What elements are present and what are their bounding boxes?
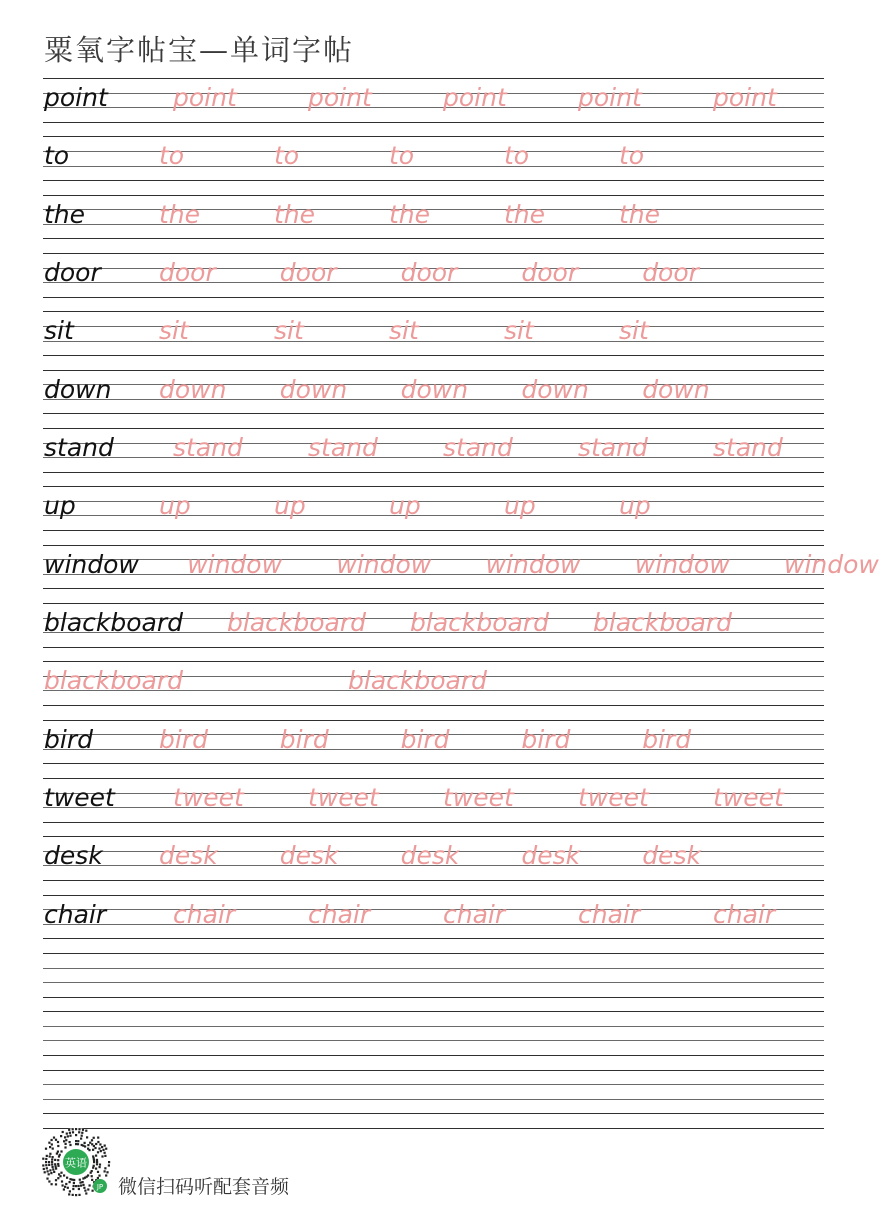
guide-line — [43, 938, 824, 939]
trace-word: sit — [389, 316, 419, 346]
trace-word: tweet — [713, 782, 784, 812]
trace-word: blackboard — [348, 666, 487, 696]
trace-word: chair — [578, 899, 641, 929]
writing-row — [43, 195, 824, 253]
guide-line — [43, 1099, 824, 1100]
trace-word: point — [713, 83, 777, 112]
trace-word: stand — [308, 432, 378, 462]
guide-line — [43, 530, 824, 531]
trace-word: bird — [279, 724, 329, 754]
guide-line — [43, 924, 824, 925]
trace-word: sit — [619, 316, 649, 346]
trace-word: to — [389, 141, 415, 171]
trace-word: chair — [308, 899, 371, 929]
model-word: to — [44, 141, 70, 171]
trace-word: down — [400, 374, 469, 404]
trace-word: down — [159, 374, 227, 404]
model-word: sit — [44, 316, 74, 346]
trace-word: blackboard — [410, 607, 549, 637]
model-word: the — [44, 199, 86, 229]
qr-badge-text: 英语 — [65, 1156, 87, 1170]
trace-word: stand — [713, 432, 783, 462]
writing-row — [43, 311, 824, 369]
guide-line — [43, 997, 824, 998]
guide-line — [43, 661, 824, 662]
trace-word: chair — [173, 899, 236, 929]
guide-line — [43, 909, 824, 910]
qr-code-icon[interactable] — [40, 1126, 112, 1198]
guide-line — [43, 457, 824, 458]
writing-row — [43, 78, 824, 136]
model-word: tweet — [44, 782, 115, 812]
writing-row — [43, 486, 824, 544]
trace-word: point — [308, 83, 372, 112]
guide-line — [43, 720, 824, 721]
guide-line — [43, 953, 824, 954]
trace-word: down — [279, 374, 348, 404]
guide-line — [43, 807, 824, 808]
model-word: down — [44, 374, 112, 404]
trace-word: door — [400, 257, 458, 287]
guide-line — [43, 238, 824, 239]
trace-word: bird — [521, 724, 571, 754]
trace-word: up — [504, 491, 536, 521]
trace-word: bird — [400, 724, 450, 754]
model-word: window — [44, 549, 139, 579]
guide-line — [43, 311, 824, 312]
trace-word: door — [279, 257, 337, 287]
trace-word: window — [485, 549, 581, 579]
trace-word: to — [159, 141, 185, 171]
trace-word: point — [173, 83, 237, 112]
guide-line — [43, 1040, 824, 1041]
guide-line — [43, 297, 824, 298]
page-title: 粟氧字帖宝—单词字帖 — [44, 33, 355, 67]
trace-word: blackboard — [593, 607, 732, 637]
trace-word: sit — [274, 316, 304, 346]
guide-line — [43, 778, 824, 779]
trace-word: the — [274, 199, 316, 229]
trace-word: chair — [713, 899, 776, 929]
guide-line — [43, 982, 824, 983]
trace-word: to — [619, 141, 645, 171]
trace-word: tweet — [308, 782, 379, 812]
model-word: desk — [44, 841, 103, 871]
guide-line — [43, 1113, 824, 1114]
trace-word: up — [389, 491, 421, 521]
writing-row — [43, 370, 824, 428]
guide-line — [43, 588, 824, 589]
trace-word: bird — [159, 724, 208, 754]
model-word: blackboard — [44, 607, 183, 637]
guide-line — [43, 370, 824, 371]
trace-word: window — [336, 549, 432, 579]
guide-line — [43, 180, 824, 181]
writing-row — [43, 778, 824, 836]
trace-word: down — [521, 374, 589, 404]
trace-word: to — [274, 141, 300, 171]
trace-word: stand — [443, 432, 513, 462]
guide-line — [43, 705, 824, 706]
guide-line — [43, 545, 824, 546]
guide-line — [43, 603, 824, 604]
writing-row — [43, 1070, 824, 1128]
guide-line — [43, 428, 824, 429]
trace-word: point — [443, 83, 507, 112]
model-word: chair — [44, 899, 107, 929]
trace-word: window — [784, 549, 879, 579]
writing-row — [43, 1011, 824, 1069]
model-word: stand — [44, 432, 114, 462]
guide-line — [43, 647, 824, 648]
guide-line — [43, 763, 824, 764]
guide-line — [43, 443, 824, 444]
guide-line — [43, 93, 824, 94]
guide-line — [43, 78, 824, 79]
trace-word: door — [642, 257, 699, 287]
guide-line — [43, 195, 824, 196]
trace-word: tweet — [578, 782, 649, 812]
trace-word: desk — [521, 841, 581, 871]
trace-word: to — [504, 141, 530, 171]
guide-line — [43, 1011, 824, 1012]
trace-word: window — [634, 549, 730, 579]
model-word: up — [44, 491, 76, 521]
guide-line — [43, 122, 824, 123]
trace-word: desk — [279, 841, 339, 871]
guide-line — [43, 822, 824, 823]
guide-line — [43, 486, 824, 487]
trace-word: chair — [443, 899, 506, 929]
trace-word: window — [187, 549, 283, 579]
trace-word: up — [274, 491, 306, 521]
trace-word: point — [578, 83, 642, 112]
trace-word: desk — [642, 841, 701, 871]
writing-row — [43, 545, 879, 603]
qr-corner-text: JP — [96, 1183, 104, 1191]
bottom-rule — [43, 1128, 824, 1129]
guide-line — [43, 413, 824, 414]
writing-row — [43, 720, 824, 778]
trace-word: down — [642, 374, 710, 404]
guide-line — [43, 836, 824, 837]
guide-line — [43, 136, 824, 137]
trace-word: stand — [173, 432, 243, 462]
trace-word: the — [159, 199, 201, 229]
guide-line — [43, 1084, 824, 1085]
trace-word: sit — [504, 316, 534, 346]
trace-word: the — [619, 199, 661, 229]
trace-word: up — [159, 491, 191, 521]
guide-line — [43, 472, 824, 473]
trace-word: up — [619, 491, 651, 521]
trace-word: tweet — [173, 782, 244, 812]
model-word: bird — [44, 724, 93, 754]
writing-row — [43, 953, 824, 1011]
guide-line — [43, 1055, 824, 1056]
guide-line — [43, 793, 824, 794]
writing-row — [43, 836, 824, 894]
writing-row — [43, 603, 824, 661]
model-word: door — [44, 257, 101, 287]
writing-row — [43, 428, 824, 486]
guide-line — [43, 355, 824, 356]
trace-word: the — [504, 199, 546, 229]
guide-line — [43, 880, 824, 881]
trace-word: bird — [642, 724, 692, 754]
guide-line — [43, 895, 824, 896]
trace-word: desk — [159, 841, 218, 871]
model-word: point — [44, 83, 108, 112]
trace-word: blackboard — [44, 666, 183, 696]
trace-word: tweet — [443, 782, 514, 812]
guide-line — [43, 107, 824, 108]
trace-word: sit — [159, 316, 189, 346]
guide-line — [43, 1070, 824, 1071]
writing-row — [43, 895, 824, 953]
trace-word: door — [521, 257, 579, 287]
writing-row — [43, 253, 824, 311]
trace-word: door — [159, 257, 216, 287]
guide-line — [43, 1026, 824, 1027]
trace-word: stand — [578, 432, 648, 462]
writing-row — [43, 136, 824, 194]
writing-row — [43, 661, 824, 719]
footer-caption: 微信扫码听配套音频 — [118, 1176, 290, 1198]
practice-sheet — [43, 78, 879, 1128]
trace-word: desk — [400, 841, 460, 871]
guide-line — [43, 253, 824, 254]
trace-word: blackboard — [227, 607, 366, 637]
guide-line — [43, 968, 824, 969]
trace-word: the — [389, 199, 431, 229]
